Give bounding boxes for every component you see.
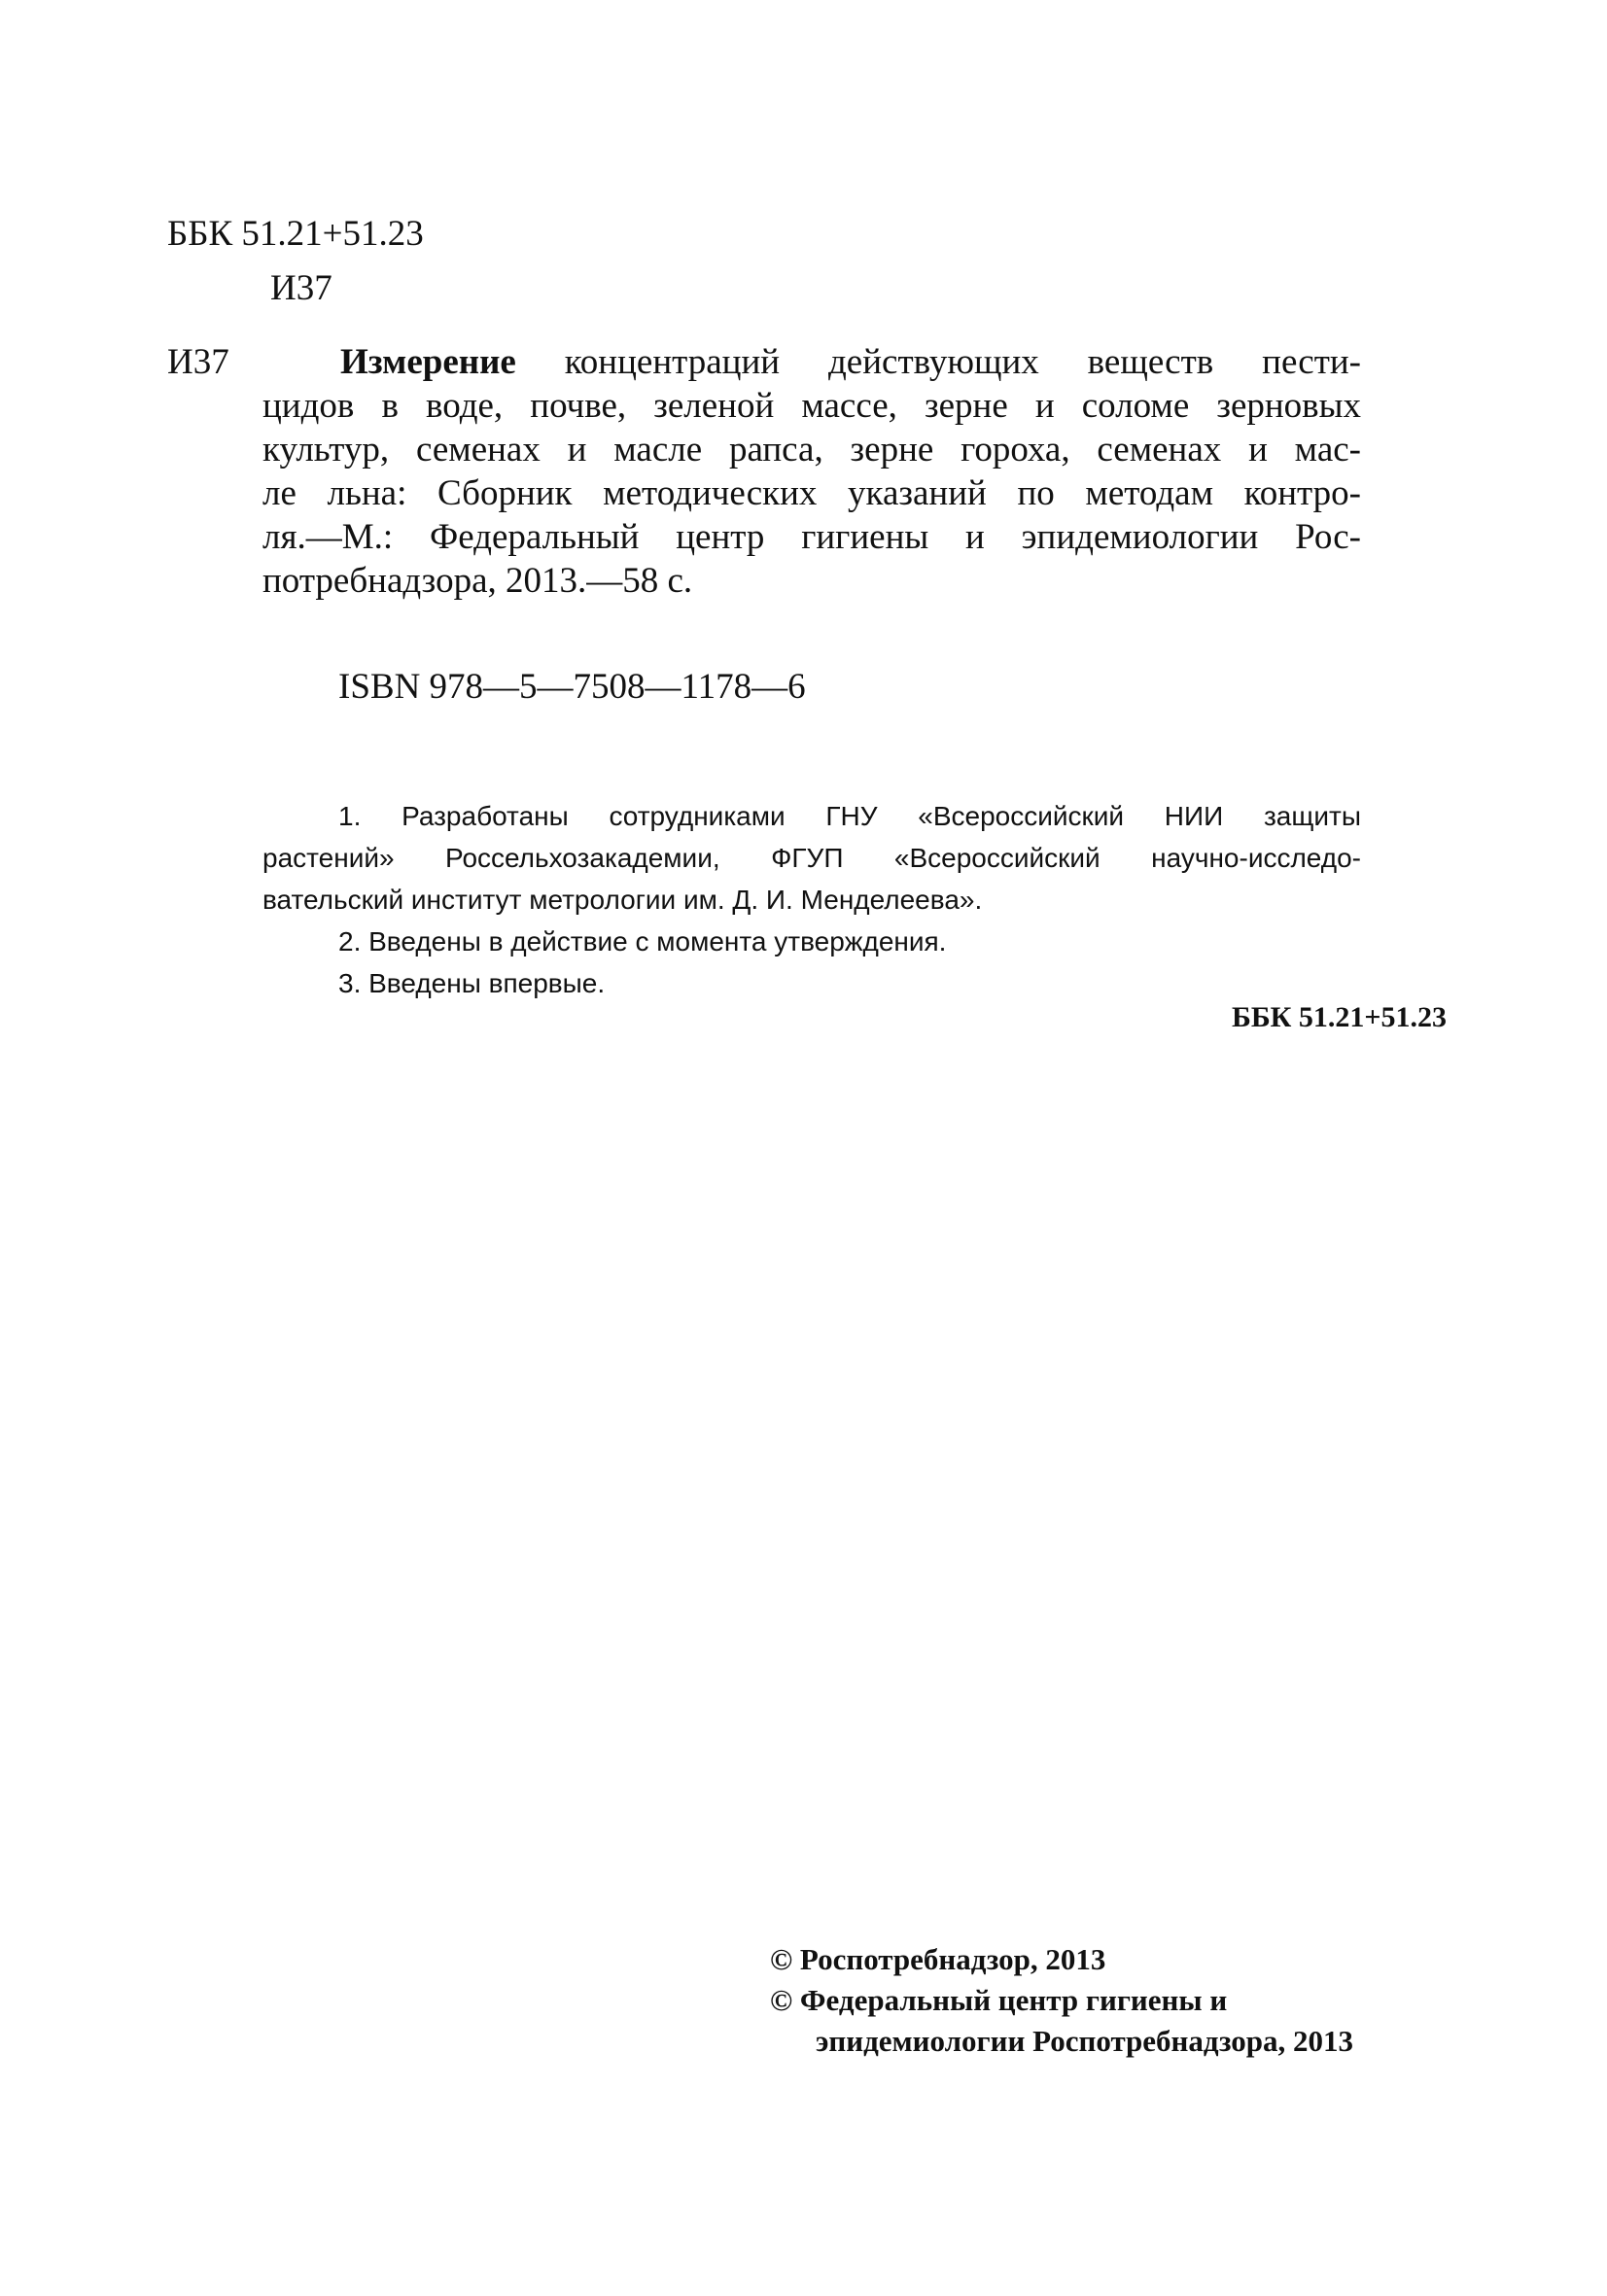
bbk-classification-bottom: ББК 51.21+51.23 bbox=[1231, 1001, 1447, 1033]
entry-line: цидов в воде, почве, зеленой массе, зерне и соломе зерновых bbox=[262, 386, 1361, 426]
author-mark-top: И37 bbox=[270, 268, 332, 308]
entry-line bbox=[262, 340, 1361, 384]
entry-line-text: концентраций действующих веществ пести- bbox=[515, 342, 1361, 382]
note-line: 3. Введены впервые. bbox=[338, 968, 606, 998]
note-line: вательский институт метрологии им. Д. И. Менделеева». bbox=[262, 885, 983, 915]
entry-line: ля.—М.: Федеральный центр гигиены и эпидемиологии Рос- bbox=[262, 517, 1361, 557]
copyright-block bbox=[770, 1939, 1353, 2062]
entry-author-mark: И37 bbox=[167, 342, 229, 382]
development-notes bbox=[262, 795, 1361, 1004]
copyright-line: эпидемиологии Роспотребнадзора, 2013 bbox=[816, 2024, 1353, 2058]
entry-line: культур, семенах и масле рапса, зерне гороха, семенах и мас- bbox=[262, 430, 1361, 470]
bbk-classification-top: ББК 51.21+51.23 bbox=[167, 214, 424, 254]
note-line: 1. Разработаны сотрудниками ГНУ «Всероссийский НИИ защиты bbox=[338, 801, 1361, 831]
note-line: растений» Россельхозакадемии, ФГУП «Всероссийский научно-исследо- bbox=[262, 843, 1361, 873]
note-line: 2. Введены в действие с момента утверждения. bbox=[338, 926, 947, 957]
copyright-line: © Федеральный центр гигиены и bbox=[770, 1983, 1228, 2017]
isbn-number: ISBN 978—5—7508—1178—6 bbox=[338, 667, 806, 707]
entry-line: потребнадзора, 2013.—58 с. bbox=[262, 561, 693, 601]
copyright-line: © Роспотребнадзор, 2013 bbox=[770, 1942, 1106, 1976]
entry-line: ле льна: Сборник методических указаний по методам контро- bbox=[262, 473, 1361, 513]
entry-title-word: Измерение bbox=[340, 342, 516, 382]
bibliographic-entry bbox=[262, 340, 1361, 603]
